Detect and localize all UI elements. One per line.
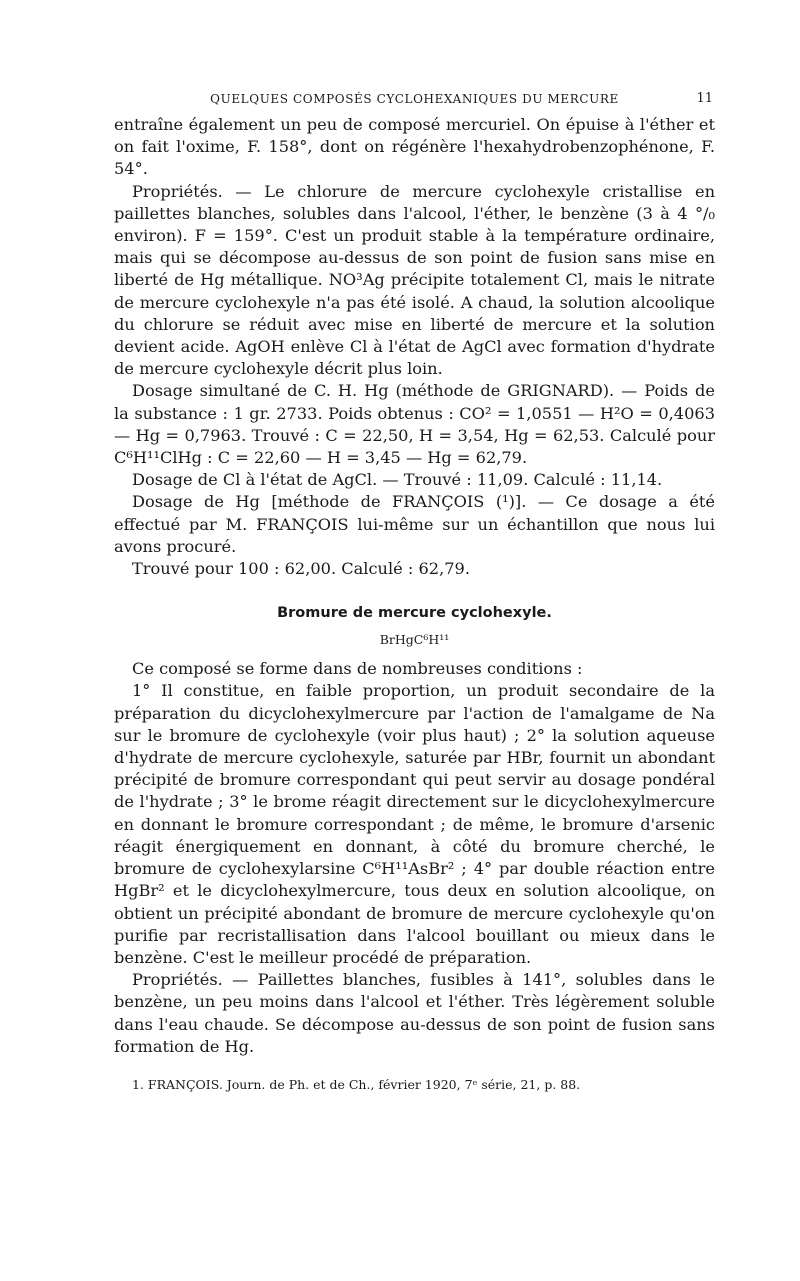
page xyxy=(114,88,715,1094)
page-header xyxy=(114,88,715,114)
paragraph: Dosage de Hg [méthode de FRANÇOIS (¹)]. — Ce dosage a été effectué par M. FRANÇOIS lui-même sur un échantillon que nous lui avons procuré. xyxy=(114,492,715,556)
paragraph: 1° Il constitue, en faible proportion, un produit secondaire de la préparation du dicyclohexylmercure par l'action de l'amalgame de Na sur le bromure de cyclohexyle (voir plus haut) ; 2° la solution aqueuse d'hydrate de mercure cyclohexyle, saturée par HBr, fournit un abondant précipité de bromure correspondant qui peut servir au dosage pondéral de l'hydrate ; 3° le brome réagit directement sur le dicyclohexylmercure en donnant le bromure correspondant ; de même, le bromure d'arsenic réagit énergiquement en donnant, à côté du bromure cherché, le bromure de cyclohexylarsine C⁶H¹¹AsBr² ; 4° par double réaction entre HgBr² et le dicyclohexylmercure, tous deux en solution alcoolique, on obtient un précipité abondant de bromure de mercure cyclohexyle qu'on purifie par recristallisation dans l'alcool bouillant ou mieux dans le benzène. C'est le meilleur procédé de préparation. xyxy=(114,681,715,967)
running-title: QUELQUES COMPOSÉS CYCLOHEXANIQUES DU MERCURE xyxy=(210,92,619,106)
paragraph: Propriétés. — Paillettes blanches, fusibles à 141°, solubles dans le benzène, un peu moins dans l'alcool et l'éther. Très légèrement soluble dans l'eau chaude. Se décompose au-dessus de son point de fusion sans formation de Hg. xyxy=(114,970,715,1056)
paragraph: Propriétés. — Le chlorure de mercure cyclohexyle cristallise en paillettes blanches, solubles dans l'alcool, l'éther, le benzène (3 à 4 °/₀ environ). F = 159°. C'est un produit stable à la température ordinaire, mais qui se décompose au-dessus de son point de fusion sans mise en liberté de Hg métallique. NO³Ag précipite totalement Cl, mais le nitrate de mercure cyclohexyle n'a pas été isolé. A chaud, la solution alcoolique du chlorure se réduit avec mise en liberté de mercure et la solution devient acide. AgOH enlève Cl à l'état de AgCl avec formation d'hydrate de mercure cyclohexyle décrit plus loin. xyxy=(114,181,715,379)
page-number: 11 xyxy=(696,91,713,106)
paragraph: Dosage de Cl à l'état de AgCl. — Trouvé : 11,09. Calculé : 11,14. xyxy=(132,470,663,490)
paragraph: Dosage simultané de C. H. Hg (méthode de GRIGNARD). — Poids de la substance : 1 gr. 2733. Poids obtenus : CO² = 1,0551 — H²O = 0,4063 — Hg = 0,7963. Trouvé : C = 22,50, H = 3,54, Hg = 62,53. Calculé pour C⁶H¹¹ClHg : C = 22,60 — H = 3,45 — Hg = 62,79. xyxy=(114,381,715,468)
section-title: Bromure de mercure cyclohexyle. xyxy=(277,605,552,622)
paragraph: Trouvé pour 100 : 62,00. Calculé : 62,79. xyxy=(132,559,470,579)
paragraph: Ce composé se forme dans de nombreuses conditions : xyxy=(132,659,583,679)
footnote: 1. FRANÇOIS. Journ. de Ph. et de Ch., février 1920, 7ᵉ série, 21, p. 88. xyxy=(132,1076,581,1092)
section-formula: BrHgC⁶H¹¹ xyxy=(379,632,450,648)
paragraph: entraîne également un peu de composé mercuriel. On épuise à l'éther et on fait l'oxime, F. 158°, dont on régénère l'hexahydrobenzophénone, F. 54°. xyxy=(114,115,715,179)
